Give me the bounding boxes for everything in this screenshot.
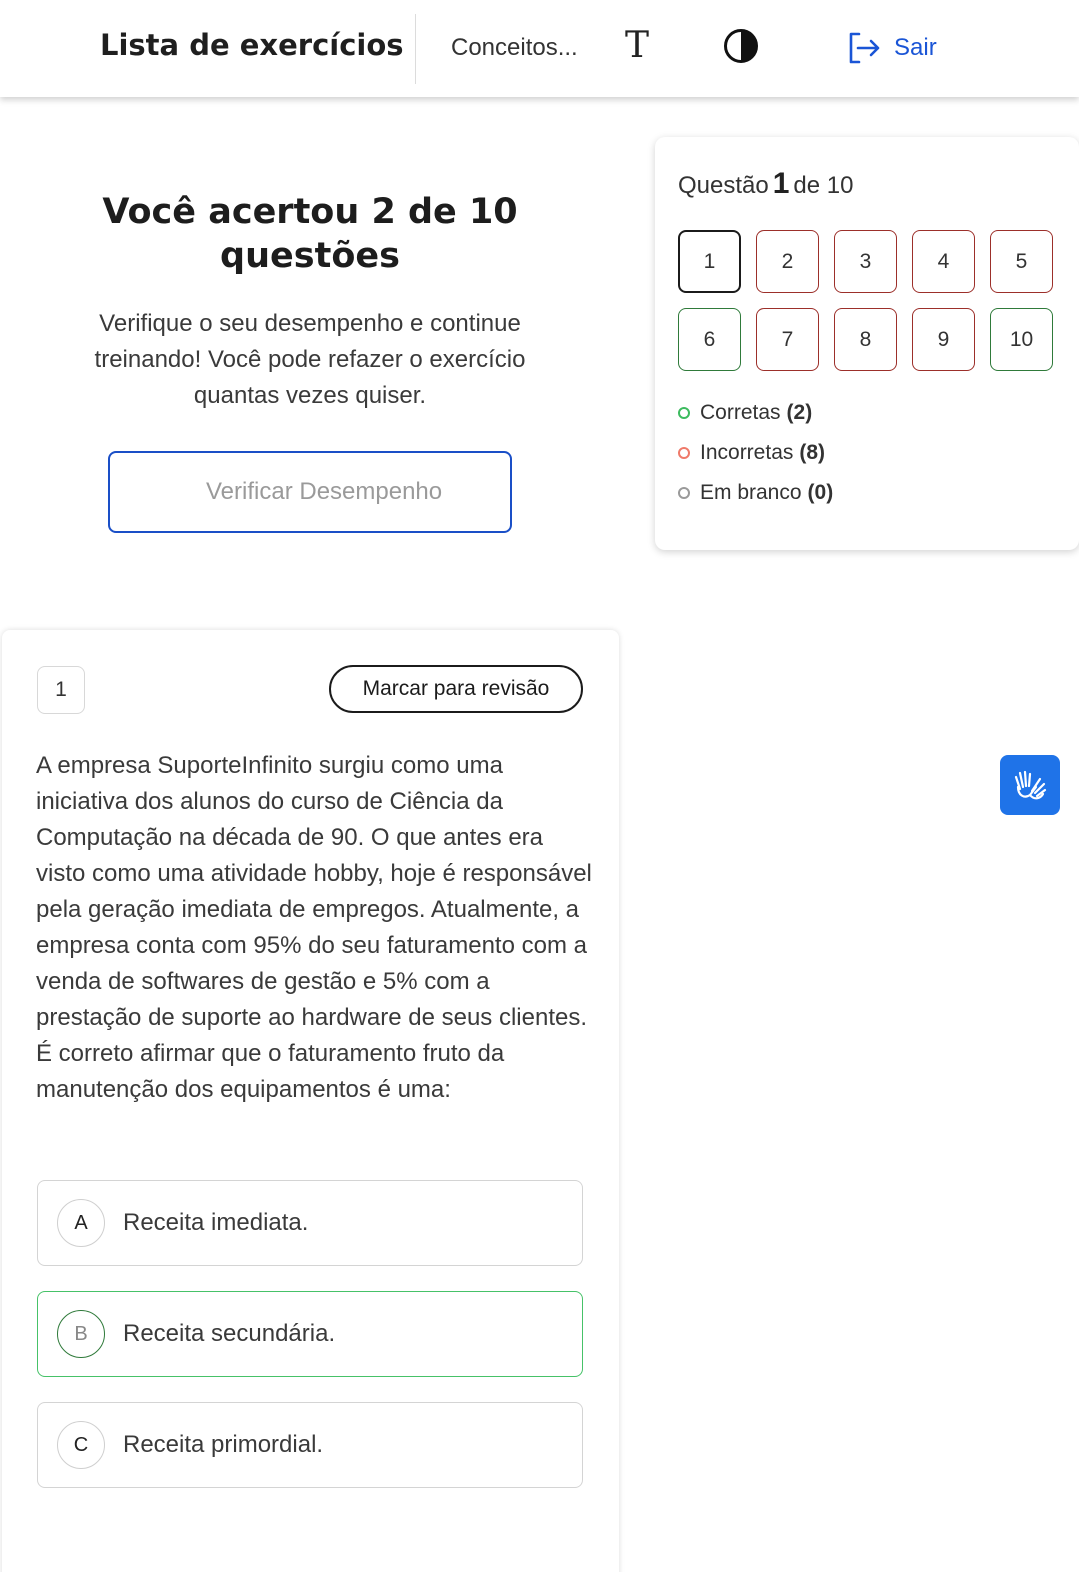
concepts-link[interactable]: Conceitos...: [451, 34, 578, 61]
option-letter: C: [57, 1421, 105, 1469]
legend-count: (8): [799, 441, 826, 464]
counter-current: 1: [772, 167, 790, 200]
sign-language-button[interactable]: [1000, 755, 1060, 815]
question-number: 1: [37, 666, 85, 714]
question-card: [2, 630, 619, 1572]
option-text: Receita imediata.: [123, 1209, 309, 1236]
question-counter: [678, 167, 853, 201]
legend-dot-icon: [678, 487, 690, 499]
result-description: Verifique o seu desempenho e continue treinando! Você pode refazer o exercício quantas vezes quiser.: [94, 310, 526, 409]
question-nav-item[interactable]: 10: [990, 308, 1053, 371]
header-divider: [415, 14, 416, 84]
question-navigator: [655, 137, 1079, 550]
page-title: Lista de exercícios: [100, 28, 404, 62]
counter-suffix: de 10: [793, 172, 854, 199]
mark-for-review-button[interactable]: Marcar para revisão: [329, 665, 583, 713]
question-nav-item[interactable]: 1: [678, 230, 741, 293]
question-nav-item[interactable]: 5: [990, 230, 1053, 293]
question-grid: [678, 230, 1053, 371]
legend-correct: [678, 393, 833, 433]
logout-button[interactable]: [846, 30, 937, 66]
legend-label: Em branco: [700, 481, 802, 504]
logout-label: Sair: [894, 34, 937, 61]
option-letter: A: [57, 1199, 105, 1247]
result-title: Você acertou 2 de 10 questões: [102, 192, 518, 276]
top-header: [0, 0, 1079, 97]
legend-count: (0): [807, 481, 834, 504]
answer-option-a[interactable]: [37, 1180, 583, 1266]
check-performance-button[interactable]: Verificar Desempenho: [108, 451, 512, 533]
answer-option-b[interactable]: [37, 1291, 583, 1377]
option-text: Receita primordial.: [123, 1431, 324, 1458]
question-text: A empresa SuporteInfinito surgiu como uma iniciativa dos alunos do curso de Ciência da Computação na década de 90. O que antes era visto como uma atividade hobby, hoje é responsável pela geração imediata de empregos. Atualmente, a empresa conta com 95% do seu faturamento com a venda de softwares de gestão e 5% com a prestação de suporte ao hardware de seus clientes. É correto afirmar que o faturamento fruto da manutenção dos equipamentos é uma:: [36, 752, 592, 1103]
question-nav-item[interactable]: 2: [756, 230, 819, 293]
option-letter: B: [57, 1310, 105, 1358]
legend-label: Corretas: [700, 401, 781, 424]
legend-count: (2): [786, 401, 813, 424]
legend-blank: [678, 473, 833, 513]
question-nav-item[interactable]: 6: [678, 308, 741, 371]
legend-dot-icon: [678, 447, 690, 459]
question-nav-item[interactable]: 4: [912, 230, 975, 293]
question-nav-item[interactable]: 7: [756, 308, 819, 371]
option-text: Receita secundária.: [123, 1320, 336, 1347]
contrast-icon[interactable]: [723, 28, 759, 64]
logout-icon: [846, 30, 882, 66]
question-nav-item[interactable]: 9: [912, 308, 975, 371]
question-nav-item[interactable]: 8: [834, 308, 897, 371]
legend-label: Incorretas: [700, 441, 794, 464]
legend-incorrect: [678, 433, 833, 473]
status-legend: [678, 393, 833, 513]
question-nav-item[interactable]: 3: [834, 230, 897, 293]
counter-prefix: Questão: [678, 172, 769, 199]
answer-option-c[interactable]: [37, 1402, 583, 1488]
sign-language-icon: [1010, 765, 1050, 805]
legend-dot-icon: [678, 407, 690, 419]
text-size-icon[interactable]: T: [625, 25, 650, 66]
